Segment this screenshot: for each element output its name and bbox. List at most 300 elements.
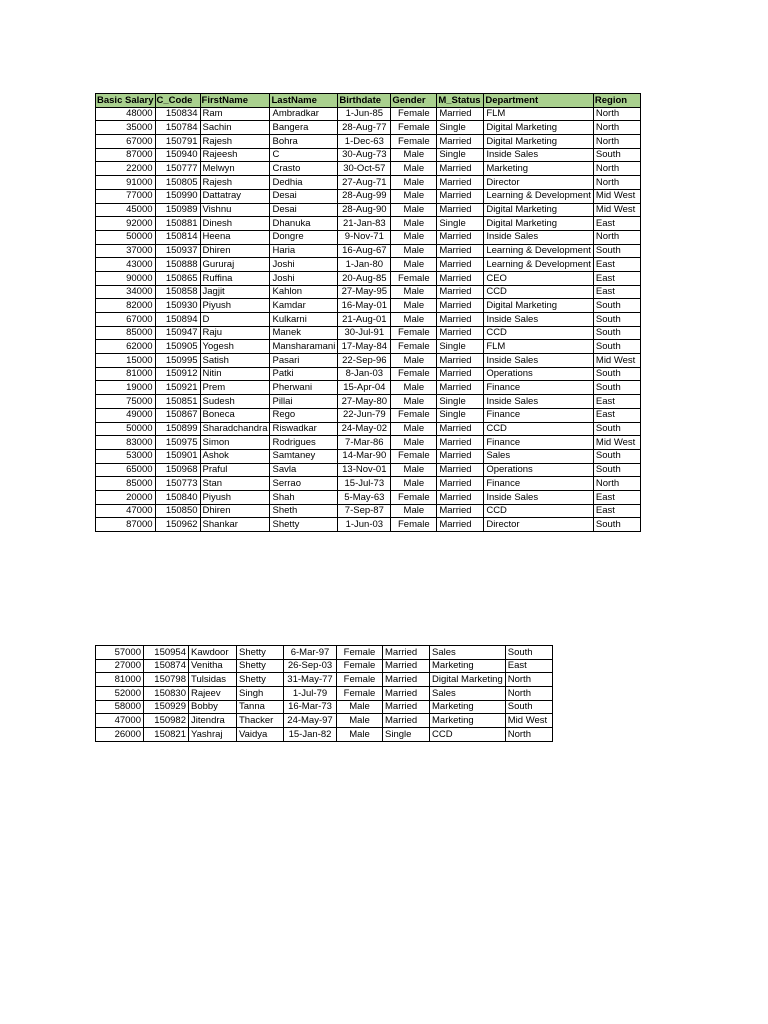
cell-basic-salary: 58000 (96, 700, 144, 714)
cell-gender: Female (337, 659, 383, 673)
cell-last-name: Desai (270, 203, 338, 217)
cell-department: Operations (484, 367, 594, 381)
cell-birthdate: 21-Jan-83 (338, 217, 391, 231)
cell-last-name: Pherwani (270, 381, 338, 395)
employee-table-bottom (95, 645, 553, 742)
cell-m-status: Married (383, 714, 430, 728)
cell-c-code: 150840 (155, 490, 200, 504)
cell-first-name: Shankar (200, 518, 270, 532)
cell-gender: Male (391, 395, 437, 409)
cell-birthdate: 8-Jan-03 (338, 367, 391, 381)
cell-birthdate: 13-Nov-01 (338, 463, 391, 477)
cell-region: South (593, 367, 640, 381)
cell-region: North (593, 162, 640, 176)
cell-region: North (593, 230, 640, 244)
header-row (96, 94, 641, 108)
cell-gender: Female (391, 340, 437, 354)
cell-department: Inside Sales (484, 395, 594, 409)
cell-last-name: Vaidya (237, 728, 284, 742)
cell-first-name: Melwyn (200, 162, 270, 176)
header-first-name: FirstName (200, 94, 270, 108)
cell-gender: Male (391, 203, 437, 217)
table-row (96, 271, 641, 285)
table-row (96, 367, 641, 381)
cell-birthdate: 15-Jul-73 (338, 477, 391, 491)
cell-last-name: Bangera (270, 121, 338, 135)
cell-birthdate: 28-Aug-90 (338, 203, 391, 217)
cell-department: CCD (484, 326, 594, 340)
cell-region: East (593, 504, 640, 518)
cell-department: Director (484, 518, 594, 532)
cell-department: Sales (430, 687, 506, 701)
cell-gender: Male (391, 244, 437, 258)
cell-gender: Female (391, 449, 437, 463)
cell-birthdate: 26-Sep-03 (284, 659, 337, 673)
cell-m-status: Married (437, 244, 484, 258)
cell-last-name: Ambradkar (270, 107, 338, 121)
cell-m-status: Single (383, 728, 430, 742)
cell-last-name: C (270, 148, 338, 162)
cell-m-status: Married (437, 381, 484, 395)
cell-m-status: Married (437, 518, 484, 532)
cell-gender: Female (337, 673, 383, 687)
cell-m-status: Married (383, 700, 430, 714)
cell-birthdate: 6-Mar-97 (284, 646, 337, 660)
cell-m-status: Married (437, 258, 484, 272)
cell-gender: Male (337, 728, 383, 742)
table-row (96, 189, 641, 203)
cell-first-name: Dattatray (200, 189, 270, 203)
cell-c-code: 150834 (155, 107, 200, 121)
cell-first-name: D (200, 313, 270, 327)
cell-region: East (593, 490, 640, 504)
cell-first-name: Gururaj (200, 258, 270, 272)
cell-region: South (593, 340, 640, 354)
cell-gender: Male (391, 176, 437, 190)
table-row (96, 714, 553, 728)
cell-department: Marketing (430, 659, 506, 673)
cell-region: South (505, 700, 552, 714)
cell-m-status: Married (437, 490, 484, 504)
cell-gender: Male (391, 148, 437, 162)
cell-birthdate: 15-Jan-82 (284, 728, 337, 742)
cell-m-status: Married (437, 189, 484, 203)
cell-first-name: Bobby (189, 700, 237, 714)
cell-first-name: Sachin (200, 121, 270, 135)
cell-gender: Male (391, 162, 437, 176)
cell-basic-salary: 53000 (96, 449, 156, 463)
cell-region: East (593, 408, 640, 422)
cell-basic-salary: 27000 (96, 659, 144, 673)
cell-basic-salary: 91000 (96, 176, 156, 190)
cell-region: North (593, 176, 640, 190)
cell-department: Inside Sales (484, 490, 594, 504)
cell-department: Digital Marketing (484, 217, 594, 231)
cell-region: North (593, 107, 640, 121)
cell-birthdate: 21-Aug-01 (338, 313, 391, 327)
cell-c-code: 150962 (155, 518, 200, 532)
cell-c-code: 150901 (155, 449, 200, 463)
cell-department: Sales (484, 449, 594, 463)
cell-last-name: Dhanuka (270, 217, 338, 231)
cell-last-name: Joshi (270, 258, 338, 272)
cell-basic-salary: 45000 (96, 203, 156, 217)
cell-last-name: Singh (237, 687, 284, 701)
cell-birthdate: 16-Mar-73 (284, 700, 337, 714)
cell-birthdate: 30-Aug-73 (338, 148, 391, 162)
cell-region: South (593, 148, 640, 162)
cell-department: Marketing (430, 714, 506, 728)
cell-department: Learning & Development (484, 258, 594, 272)
cell-gender: Male (391, 463, 437, 477)
cell-gender: Male (391, 381, 437, 395)
cell-first-name: Tulsidas (189, 673, 237, 687)
cell-basic-salary: 67000 (96, 313, 156, 327)
cell-gender: Female (391, 107, 437, 121)
cell-department: Finance (484, 477, 594, 491)
cell-department: CEO (484, 271, 594, 285)
cell-basic-salary: 34000 (96, 285, 156, 299)
cell-department: Finance (484, 408, 594, 422)
cell-basic-salary: 85000 (96, 326, 156, 340)
cell-basic-salary: 87000 (96, 148, 156, 162)
table-row (96, 244, 641, 258)
cell-department: Learning & Development (484, 189, 594, 203)
cell-gender: Male (391, 217, 437, 231)
cell-basic-salary: 43000 (96, 258, 156, 272)
cell-last-name: Sheth (270, 504, 338, 518)
cell-birthdate: 27-Aug-71 (338, 176, 391, 190)
cell-last-name: Pasari (270, 354, 338, 368)
cell-department: Finance (484, 381, 594, 395)
cell-last-name: Bohra (270, 135, 338, 149)
cell-birthdate: 1-Dec-63 (338, 135, 391, 149)
cell-first-name: Ram (200, 107, 270, 121)
cell-m-status: Single (437, 395, 484, 409)
cell-department: Marketing (430, 700, 506, 714)
cell-m-status: Married (437, 135, 484, 149)
cell-department: Sales (430, 646, 506, 660)
cell-last-name: Haria (270, 244, 338, 258)
cell-first-name: Rajeev (189, 687, 237, 701)
cell-basic-salary: 57000 (96, 646, 144, 660)
cell-birthdate: 9-Nov-71 (338, 230, 391, 244)
cell-first-name: Praful (200, 463, 270, 477)
table-row (96, 436, 641, 450)
cell-birthdate: 30-Oct-57 (338, 162, 391, 176)
cell-last-name: Shah (270, 490, 338, 504)
cell-birthdate: 28-Aug-99 (338, 189, 391, 203)
table-row (96, 313, 641, 327)
cell-first-name: Satish (200, 354, 270, 368)
cell-first-name: Piyush (200, 490, 270, 504)
cell-region: East (505, 659, 552, 673)
header-gender: Gender (391, 94, 437, 108)
table-row (96, 258, 641, 272)
cell-m-status: Married (437, 107, 484, 121)
cell-c-code: 150851 (155, 395, 200, 409)
cell-basic-salary: 22000 (96, 162, 156, 176)
cell-first-name: Dhiren (200, 504, 270, 518)
cell-birthdate: 28-Aug-77 (338, 121, 391, 135)
cell-basic-salary: 62000 (96, 340, 156, 354)
cell-gender: Female (391, 135, 437, 149)
cell-basic-salary: 48000 (96, 107, 156, 121)
cell-c-code: 150990 (155, 189, 200, 203)
cell-birthdate: 1-Jul-79 (284, 687, 337, 701)
table-row (96, 728, 553, 742)
table-row (96, 203, 641, 217)
cell-last-name: Shetty (270, 518, 338, 532)
cell-c-code: 150888 (155, 258, 200, 272)
cell-region: East (593, 285, 640, 299)
cell-department: Inside Sales (484, 148, 594, 162)
cell-department: Marketing (484, 162, 594, 176)
cell-gender: Male (391, 299, 437, 313)
cell-m-status: Married (383, 687, 430, 701)
cell-c-code: 150821 (144, 728, 189, 742)
cell-first-name: Jitendra (189, 714, 237, 728)
cell-basic-salary: 85000 (96, 477, 156, 491)
cell-c-code: 150830 (144, 687, 189, 701)
cell-c-code: 150777 (155, 162, 200, 176)
cell-m-status: Married (437, 230, 484, 244)
cell-gender: Male (391, 504, 437, 518)
cell-birthdate: 1-Jan-80 (338, 258, 391, 272)
cell-m-status: Single (437, 340, 484, 354)
cell-c-code: 150858 (155, 285, 200, 299)
cell-region: Mid West (593, 436, 640, 450)
cell-basic-salary: 92000 (96, 217, 156, 231)
table-row (96, 659, 553, 673)
cell-basic-salary: 19000 (96, 381, 156, 395)
cell-first-name: Rajeesh (200, 148, 270, 162)
cell-basic-salary: 52000 (96, 687, 144, 701)
cell-m-status: Single (437, 217, 484, 231)
cell-basic-salary: 26000 (96, 728, 144, 742)
cell-last-name: Riswadkar (270, 422, 338, 436)
cell-last-name: Dedhia (270, 176, 338, 190)
cell-gender: Male (391, 189, 437, 203)
table-row (96, 646, 553, 660)
cell-m-status: Married (437, 463, 484, 477)
cell-basic-salary: 20000 (96, 490, 156, 504)
table-row (96, 340, 641, 354)
table-row (96, 673, 553, 687)
cell-birthdate: 27-May-95 (338, 285, 391, 299)
cell-department: Operations (484, 463, 594, 477)
cell-first-name: Sudesh (200, 395, 270, 409)
cell-gender: Male (391, 230, 437, 244)
cell-first-name: Yashraj (189, 728, 237, 742)
cell-region: North (505, 728, 552, 742)
cell-basic-salary: 77000 (96, 189, 156, 203)
cell-last-name: Kamdar (270, 299, 338, 313)
cell-m-status: Married (437, 367, 484, 381)
cell-c-code: 150881 (155, 217, 200, 231)
cell-c-code: 150894 (155, 313, 200, 327)
cell-m-status: Married (437, 176, 484, 190)
cell-c-code: 150899 (155, 422, 200, 436)
cell-last-name: Pillai (270, 395, 338, 409)
cell-c-code: 150989 (155, 203, 200, 217)
cell-birthdate: 7-Mar-86 (338, 436, 391, 450)
cell-m-status: Married (437, 449, 484, 463)
cell-gender: Female (391, 121, 437, 135)
cell-c-code: 150874 (144, 659, 189, 673)
cell-first-name: Dinesh (200, 217, 270, 231)
cell-department: Inside Sales (484, 354, 594, 368)
cell-m-status: Married (437, 203, 484, 217)
cell-last-name: Shetty (237, 646, 284, 660)
cell-gender: Female (391, 367, 437, 381)
cell-gender: Female (391, 271, 437, 285)
cell-birthdate: 1-Jun-03 (338, 518, 391, 532)
cell-birthdate: 1-Jun-85 (338, 107, 391, 121)
cell-gender: Male (391, 422, 437, 436)
cell-gender: Female (391, 408, 437, 422)
cell-basic-salary: 15000 (96, 354, 156, 368)
table-row (96, 518, 641, 532)
cell-m-status: Married (437, 326, 484, 340)
cell-m-status: Single (437, 408, 484, 422)
cell-gender: Male (391, 436, 437, 450)
cell-m-status: Single (437, 121, 484, 135)
cell-birthdate: 7-Sep-87 (338, 504, 391, 518)
cell-c-code: 150921 (155, 381, 200, 395)
cell-first-name: Yogesh (200, 340, 270, 354)
cell-birthdate: 22-Jun-79 (338, 408, 391, 422)
table-row (96, 107, 641, 121)
cell-last-name: Serrao (270, 477, 338, 491)
cell-c-code: 150850 (155, 504, 200, 518)
cell-c-code: 150798 (144, 673, 189, 687)
cell-department: FLM (484, 340, 594, 354)
cell-last-name: Thacker (237, 714, 284, 728)
cell-region: East (593, 271, 640, 285)
cell-region: South (593, 381, 640, 395)
cell-m-status: Married (437, 436, 484, 450)
cell-department: Digital Marketing (484, 121, 594, 135)
header-c-code: C_Code (155, 94, 200, 108)
cell-region: East (593, 217, 640, 231)
cell-c-code: 150791 (155, 135, 200, 149)
cell-birthdate: 5-May-63 (338, 490, 391, 504)
cell-region: South (505, 646, 552, 660)
cell-first-name: Heena (200, 230, 270, 244)
cell-last-name: Kahlon (270, 285, 338, 299)
cell-last-name: Joshi (270, 271, 338, 285)
cell-last-name: Shetty (237, 673, 284, 687)
cell-region: South (593, 518, 640, 532)
table-row (96, 422, 641, 436)
cell-gender: Female (391, 490, 437, 504)
cell-m-status: Married (437, 504, 484, 518)
header-basic-salary: Basic Salary (97, 94, 154, 106)
cell-region: East (593, 258, 640, 272)
cell-last-name: Rodrigues (270, 436, 338, 450)
cell-first-name: Sharadchandra (200, 422, 270, 436)
cell-region: North (593, 121, 640, 135)
cell-basic-salary: 90000 (96, 271, 156, 285)
cell-first-name: Ruffina (200, 271, 270, 285)
cell-first-name: Nitin (200, 367, 270, 381)
cell-last-name: Mansharamani (270, 340, 338, 354)
cell-c-code: 150865 (155, 271, 200, 285)
cell-region: North (505, 687, 552, 701)
cell-first-name: Venitha (189, 659, 237, 673)
cell-region: South (593, 299, 640, 313)
header-m-status: M_Status (437, 94, 484, 108)
cell-gender: Male (337, 714, 383, 728)
cell-department: Digital Marketing (484, 135, 594, 149)
cell-m-status: Married (437, 313, 484, 327)
cell-first-name: Rajesh (200, 176, 270, 190)
cell-gender: Female (391, 518, 437, 532)
cell-c-code: 150982 (144, 714, 189, 728)
cell-basic-salary: 35000 (96, 121, 156, 135)
cell-department: Director (484, 176, 594, 190)
table-row (96, 135, 641, 149)
cell-last-name: Savla (270, 463, 338, 477)
header-department: Department (484, 94, 594, 108)
cell-c-code: 150905 (155, 340, 200, 354)
cell-region: South (593, 326, 640, 340)
cell-c-code: 150937 (155, 244, 200, 258)
cell-m-status: Married (383, 673, 430, 687)
cell-c-code: 150814 (155, 230, 200, 244)
cell-first-name: Boneca (200, 408, 270, 422)
cell-department: CCD (484, 285, 594, 299)
cell-last-name: Tanna (237, 700, 284, 714)
cell-region: South (593, 422, 640, 436)
cell-basic-salary: 75000 (96, 395, 156, 409)
cell-gender: Female (337, 646, 383, 660)
cell-basic-salary: 47000 (96, 714, 144, 728)
cell-gender: Male (391, 285, 437, 299)
cell-region: Mid West (593, 354, 640, 368)
table-row (96, 395, 641, 409)
cell-gender: Male (391, 477, 437, 491)
cell-region: Mid West (505, 714, 552, 728)
cell-m-status: Married (437, 354, 484, 368)
cell-last-name: Desai (270, 189, 338, 203)
cell-birthdate: 15-Apr-04 (338, 381, 391, 395)
cell-basic-salary: 37000 (96, 244, 156, 258)
cell-first-name: Simon (200, 436, 270, 450)
cell-region: East (593, 395, 640, 409)
cell-region: North (593, 477, 640, 491)
cell-gender: Male (391, 354, 437, 368)
cell-region: Mid West (593, 189, 640, 203)
cell-first-name: Prem (200, 381, 270, 395)
cell-birthdate: 30-Jul-91 (338, 326, 391, 340)
cell-department: Digital Marketing (484, 203, 594, 217)
cell-region: North (593, 135, 640, 149)
table-row (96, 162, 641, 176)
table-row (96, 217, 641, 231)
cell-gender: Male (337, 700, 383, 714)
cell-m-status: Married (437, 285, 484, 299)
cell-department: Inside Sales (484, 313, 594, 327)
cell-region: South (593, 313, 640, 327)
cell-basic-salary: 50000 (96, 230, 156, 244)
cell-region: South (593, 244, 640, 258)
cell-basic-salary: 49000 (96, 408, 156, 422)
cell-c-code: 150867 (155, 408, 200, 422)
cell-department: CCD (430, 728, 506, 742)
cell-birthdate: 24-May-02 (338, 422, 391, 436)
